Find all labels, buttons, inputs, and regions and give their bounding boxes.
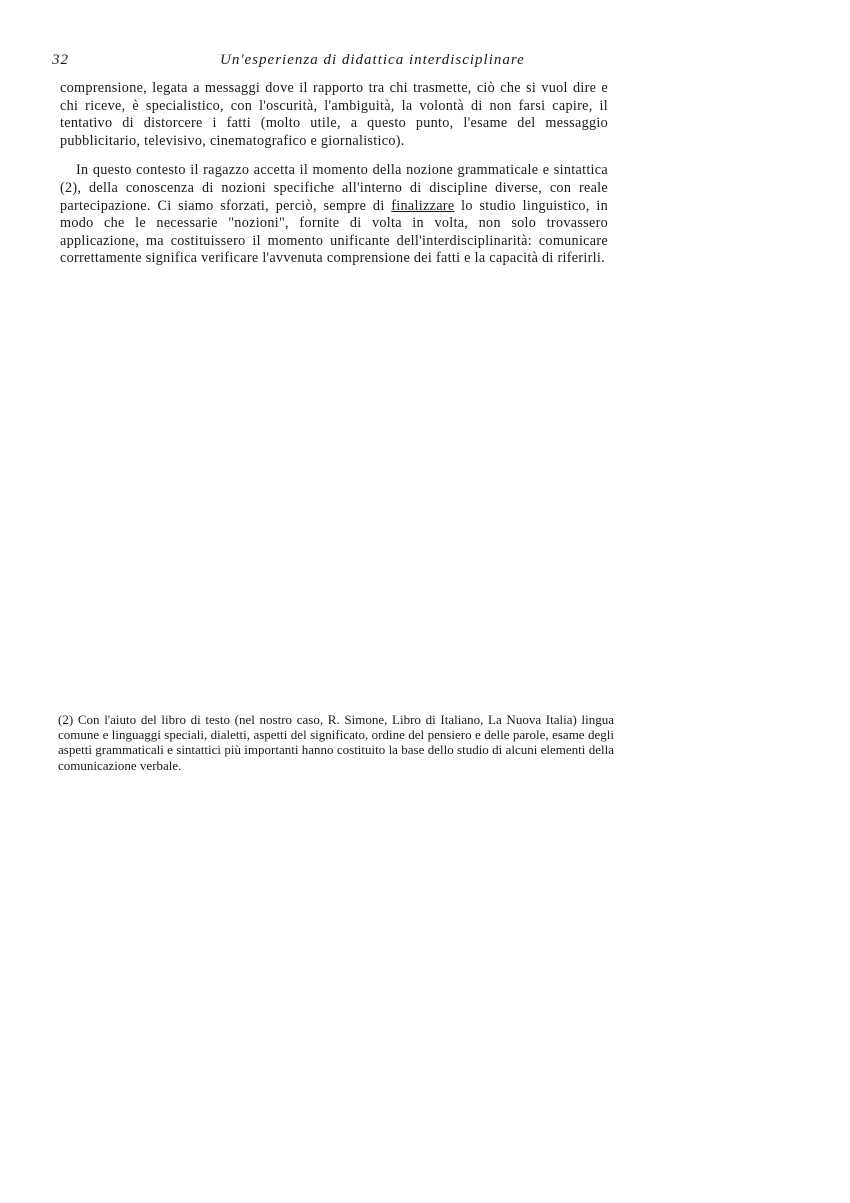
paragraph-2-part-2: lo studio linguistico, in modo che le necessarie "nozioni", fornite di volta in volta, non solo trovassero applicazione, ma costituissero il momento unificante dell'interdisciplinarità: comunicare correttamente significa verificare l'avvenuta comprensione dei fatti e la capacità di riferirli.	[60, 197, 608, 267]
paragraph-2-part-1: In questo contesto il ragazzo accetta il momento della nozione grammaticale e sintattica (2), della conoscenza di nozioni specifiche all'interno di discipline diverse, con reale partecipazione. Ci siamo sforzati, perciò, sempre di	[60, 162, 608, 214]
underlined-word: finalizzare	[391, 197, 455, 214]
page-number: 32	[52, 52, 69, 68]
paragraph-2	[60, 162, 608, 268]
body-text	[60, 80, 608, 280]
running-title: Un'esperienza di didattica interdisciplinare	[220, 52, 525, 68]
footnote: (2) Con l'aiuto del libro di testo (nel nostro caso, R. Simone, Libro di Italiano, La Nuova Italia) lingua comune e linguaggi speciali, dialetti, aspetti del significato, ordine del pensiero e delle parole, esame degli aspetti grammaticali e sintattici più importanti hanno costituito la base dello studio di alcuni elementi della comunicazione verbale.	[58, 712, 614, 773]
paragraph-1: comprensione, legata a messaggi dove il rapporto tra chi trasmette, ciò che si vuol dire e chi riceve, è specialistico, con l'oscurità, l'ambiguità, la volontà di non farsi capire, il tentativo di distorcere i fatti (molto utile, a questo punto, l'esame del messaggio pubblicitario, televisivo, cinematografico e giornalistico).	[60, 80, 608, 149]
page-header	[52, 52, 612, 74]
